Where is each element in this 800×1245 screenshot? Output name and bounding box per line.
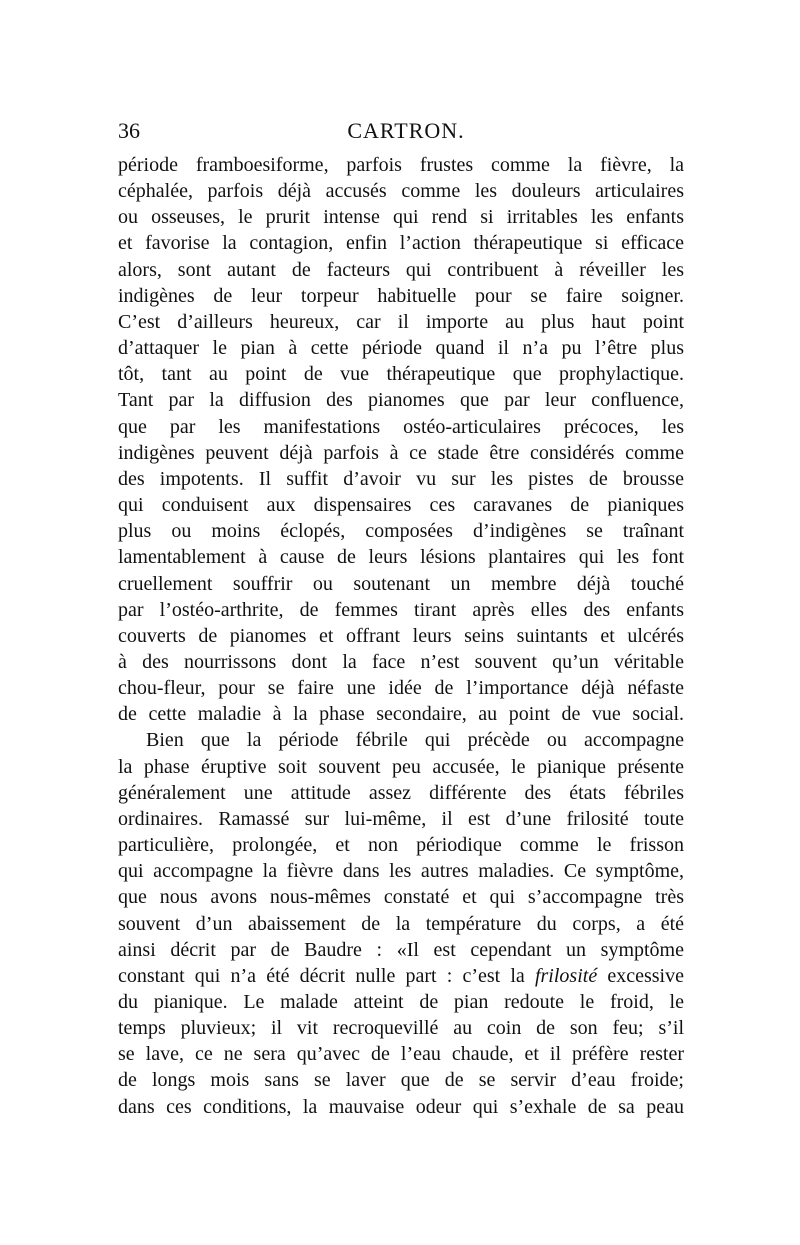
text-line: indigènes de leur torpeur habituelle pour se faire soigner.: [118, 284, 684, 307]
text-line: souvent d’un abaissement de la température du corps, a été: [118, 912, 684, 935]
text-line: dans ces conditions, la mauvaise odeur qui s’exhale de sa peau: [118, 1095, 684, 1118]
text-segment: constant qui n’a été décrit nulle part : c’est la: [118, 964, 535, 987]
text-line: temps pluvieux; il vit recroquevillé au coin de son feu; s’il: [118, 1017, 684, 1040]
running-title: CARTRON.: [347, 118, 465, 143]
text-line: qui conduisent aux dispensaires ces caravanes de pianiques: [118, 494, 684, 517]
text-line: cruellement souffrir ou soutenant un membre déjà touché: [118, 572, 684, 595]
text-line: d’attaquer le pian à cette période quand il n’a pu l’être plus: [118, 337, 684, 360]
text-line: généralement une attitude assez différente des états fébriles: [118, 781, 684, 804]
text-line: ainsi décrit par de Baudre : «Il est cependant un symptôme: [118, 938, 684, 961]
text-line: des impotents. Il suffit d’avoir vu sur les pistes de brousse: [118, 467, 684, 490]
paragraph-start-line: Bien que la période fébrile qui précède ou accompagne: [146, 729, 684, 752]
text-line: plus ou moins éclopés, composées d’indigènes se traînant: [118, 520, 684, 543]
text-line: qui accompagne la fièvre dans les autres maladies. Ce symptôme,: [118, 860, 684, 883]
text-line: C’est d’ailleurs heureux, car il importe au plus haut point: [118, 310, 684, 333]
text-line: la phase éruptive soit souvent peu accusée, le pianique présente: [118, 755, 684, 778]
running-head: [118, 116, 684, 146]
text-line: indigènes peuvent déjà parfois à ce stade être considérés comme: [118, 441, 684, 464]
text-line: ou osseuses, le prurit intense qui rend si irritables les enfants: [118, 206, 684, 229]
text-line: ordinaires. Ramassé sur lui-même, il est d’une frilosité toute: [118, 807, 684, 830]
text-line: couverts de pianomes et offrant leurs seins suintants et ulcérés: [118, 624, 684, 647]
text-segment: excessive: [597, 964, 684, 987]
text-line: de longs mois sans se laver que de se servir d’eau froide;: [118, 1069, 684, 1092]
text-line: se lave, ce ne sera qu’avec de l’eau chaude, et il préfère rester: [118, 1043, 684, 1066]
text-line-with-emphasis: [118, 963, 684, 989]
text-line: céphalée, parfois déjà accusés comme les douleurs articulaires: [118, 180, 684, 203]
text-line: alors, sont autant de facteurs qui contribuent à réveiller les: [118, 258, 684, 281]
text-line: particulière, prolongée, et non périodique comme le frisson: [118, 834, 684, 857]
text-line: par l’ostéo-arthrite, de femmes tirant après elles des enfants: [118, 598, 684, 621]
text-line: que par les manifestations ostéo-articulaires précoces, les: [118, 415, 684, 438]
text-line: tôt, tant au point de vue thérapeutique que prophylactique.: [118, 363, 684, 386]
body-text: [118, 152, 684, 1120]
text-line: lamentablement à cause de leurs lésions plantaires qui les font: [118, 546, 684, 569]
text-line: que nous avons nous-mêmes constaté et qui s’accompagne très: [118, 886, 684, 909]
text-line: Tant par la diffusion des pianomes que par leur confluence,: [118, 389, 684, 412]
emphasized-word: frilosité: [534, 964, 598, 987]
page-number: 36: [118, 118, 140, 143]
text-line: du pianique. Le malade atteint de pian redoute le froid, le: [118, 991, 684, 1013]
text-line: période framboesiforme, parfois frustes comme la fièvre, la: [118, 154, 684, 176]
text-line: à des nourrissons dont la face n’est souvent qu’un véritable: [118, 650, 684, 673]
text-line: et favorise la contagion, enfin l’action thérapeutique si efficace: [118, 232, 684, 255]
text-line: chou-fleur, pour se faire une idée de l’importance déjà néfaste: [118, 677, 684, 700]
text-line: de cette maladie à la phase secondaire, au point de vue social.: [118, 703, 684, 726]
